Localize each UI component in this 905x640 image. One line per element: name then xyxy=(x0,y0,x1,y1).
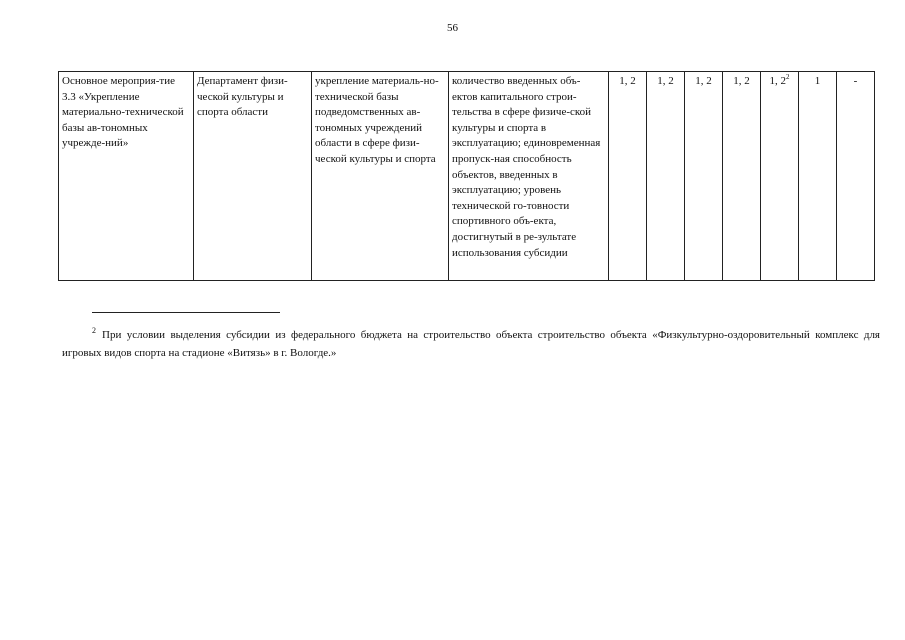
indicators-cell: количество введенных объ-ектов капитального строи-тельства в сфере физиче-ской культуры и спорта в эксплуатацию; единовременная пропуск-ная способность объектов, введенных в эксплуатацию; уровень технической го-товности спортивного объ-екта, достигнутый в ре-зультате использования субсидии xyxy=(449,72,609,281)
year-value-cell: 1 xyxy=(799,72,837,281)
footnote-text: При условии выделения субсидии из федерального бюджета на строительство объекта строительство объекта «Физкультурно-оздоровительный комплекс для игровых видов спорта на стадионе «Витязь» в г. Вологде.» xyxy=(62,329,880,359)
footnote-separator xyxy=(92,312,280,313)
year-value-cell-with-footnote xyxy=(761,72,799,281)
year-value-cell: 1, 2 xyxy=(685,72,723,281)
footnote-reference: 2 xyxy=(786,73,790,81)
year-value-cell: 1, 2 xyxy=(723,72,761,281)
page-number: 56 xyxy=(447,22,458,34)
year-value-cell: 1, 2 xyxy=(647,72,685,281)
footnote-mark: 2 xyxy=(92,326,96,335)
table-row xyxy=(59,72,875,281)
activity-cell: Основное мероприя-тие 3.3 «Укрепление материально-технической базы ав-тономных учрежде-ний» xyxy=(59,72,194,281)
year-value: 1, 2 xyxy=(769,75,786,87)
year-value-cell: - xyxy=(837,72,875,281)
year-value-cell: 1, 2 xyxy=(609,72,647,281)
executor-cell: Департамент физи-ческой культуры и спорта области xyxy=(194,72,312,281)
program-measures-table xyxy=(58,71,875,281)
goal-cell: укрепление материаль-но-технической базы подведомственных ав-тономных учреждений области в сфере физи-ческой культуры и спорта xyxy=(312,72,449,281)
footnote xyxy=(62,326,880,362)
